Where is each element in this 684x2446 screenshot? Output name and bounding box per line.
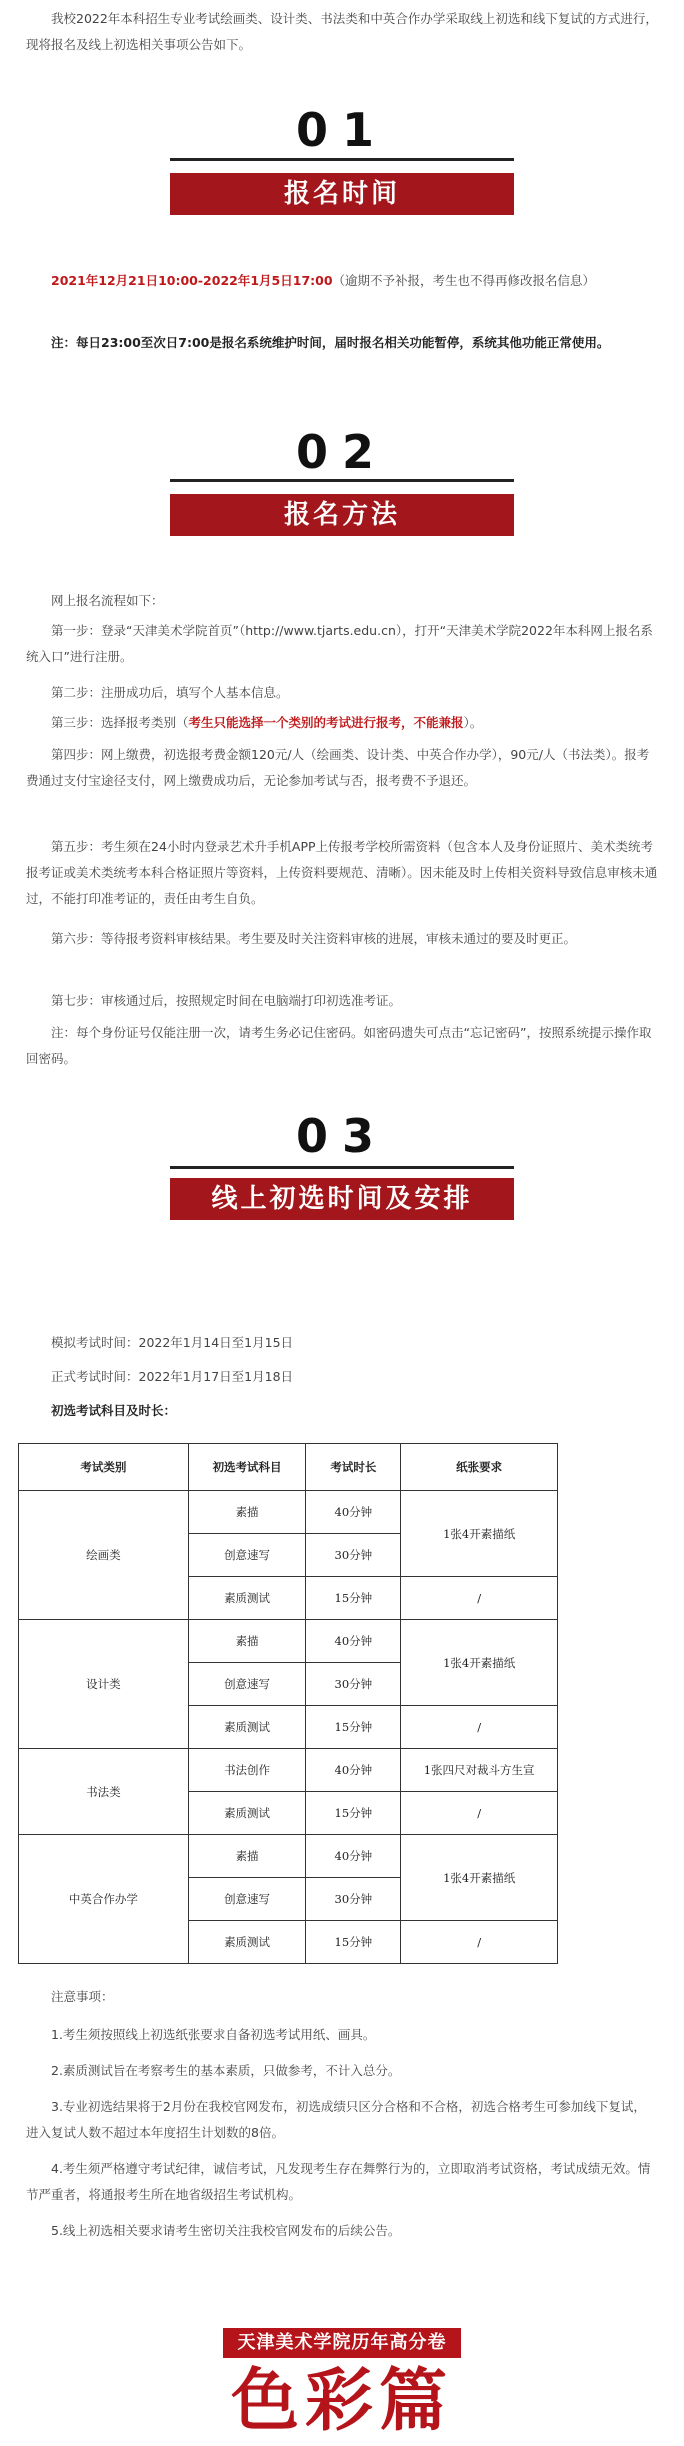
paper-cell: 1张4开素描纸 <box>401 1835 558 1921</box>
section-3-title: 线上初选时间及安排 <box>170 1178 514 1220</box>
step-5: 第五步：考生须在24小时内登录艺术升手机APP上传报考学校所需资料（包含本人及身份证照片、美术类统考报考证或美术类统考本科合格证照片等资料，上传资料要规范、清晰）。因未能及时上传相关资料导致信息审核未通过，不能打印准考证的，责任由考生自负。 <box>26 839 658 906</box>
intro-paragraph: 我校2022年本科招生专业考试绘画类、设计类、书法类和中英合作办学采取线上初选和线下复试的方式进行，现将报名及线上初选相关事项公告如下。 <box>26 11 658 52</box>
category-cell: 书法类 <box>19 1749 189 1835</box>
subject-cell: 书法创作 <box>188 1749 306 1792</box>
paper-cell: / <box>401 1921 558 1964</box>
duration-cell: 40分钟 <box>306 1491 401 1534</box>
subject-cell: 素描 <box>188 1620 306 1663</box>
note-item-5: 5.线上初选相关要求请考生密切关注我校官网发布的后续公告。 <box>51 2223 401 2238</box>
step-6: 第六步：等待报考资料审核结果。考生要及时关注资料审核的进展，审核未通过的要及时更正。 <box>51 931 577 946</box>
registration-time-note: （逾期不予补报，考生也不得再修改报名信息） <box>332 273 596 288</box>
table-row <box>19 1620 558 1663</box>
table-row <box>19 1491 558 1534</box>
subject-cell: 创意速写 <box>188 1534 306 1577</box>
table-header: 考试时长 <box>306 1444 401 1491</box>
duration-cell: 15分钟 <box>306 1577 401 1620</box>
paper-cell: 1张4开素描纸 <box>401 1491 558 1577</box>
step-7: 第七步：审核通过后，按照规定时间在电脑端打印初选准考证。 <box>51 993 402 1008</box>
subject-cell: 素质测试 <box>188 1706 306 1749</box>
step-2: 第二步：注册成功后，填写个人基本信息。 <box>51 685 289 700</box>
subject-cell: 创意速写 <box>188 1878 306 1921</box>
note-item-3: 3.专业初选结果将于2月份在我校官网发布，初选成绩只区分合格和不合格，初选合格考生可参加线下复试，进入复试人数不超过本年度招生计划数的8倍。 <box>26 2099 646 2140</box>
formal-exam-time: 正式考试时间：2022年1月17日至1月18日 <box>51 1369 294 1384</box>
paper-cell: / <box>401 1706 558 1749</box>
duration-cell: 40分钟 <box>306 1835 401 1878</box>
password-note: 注：每个身份证号仅能注册一次，请考生务必记住密码。如密码遗失可点击“忘记密码”，按照系统提示操作取回密码。 <box>26 1025 652 1066</box>
paper-cell: 1张四尺对裁斗方生宣 <box>401 1749 558 1792</box>
subjects-title: 初选考试科目及时长： <box>51 1403 177 1418</box>
section-2-divider <box>170 479 514 482</box>
registration-time-range: 2021年12月21日10:00-2022年1月5日17:00 <box>51 273 333 288</box>
maintenance-note: 注：每日23:00至次日7:00是报名系统维护时间，届时报名相关功能暂停，系统其他功能正常使用。 <box>51 335 610 350</box>
step-4: 第四步：网上缴费，初选报考费金额120元/人（绘画类、设计类、中英合作办学），90元/人（书法类）。报考费通过支付宝途径支付，网上缴费成功后，无论参加考试与否，报考费不予退还。 <box>26 747 650 788</box>
section-2-title: 报名方法 <box>170 494 514 536</box>
category-cell: 设计类 <box>19 1620 189 1749</box>
table-row <box>19 1835 558 1878</box>
step-3-end: ）。 <box>463 715 483 730</box>
table-row <box>19 1749 558 1792</box>
duration-cell: 15分钟 <box>306 1921 401 1964</box>
table-header: 考试类别 <box>19 1444 189 1491</box>
section-1-number: 01 <box>295 103 388 157</box>
step-3-warning: 考生只能选择一个类别的考试进行报考，不能兼报 <box>188 715 464 730</box>
section-2-number: 02 <box>295 425 388 479</box>
step-3-text: 第三步：选择报考类别（ <box>51 715 189 730</box>
mock-exam-time: 模拟考试时间：2022年1月14日至1月15日 <box>51 1335 294 1350</box>
notes-title: 注意事项： <box>51 1989 114 2004</box>
subject-cell: 素描 <box>188 1835 306 1878</box>
note-item-2: 2.素质测试旨在考察考生的基本素质，只做参考，不计入总分。 <box>51 2063 401 2078</box>
table-header: 纸张要求 <box>401 1444 558 1491</box>
duration-cell: 40分钟 <box>306 1749 401 1792</box>
duration-cell: 40分钟 <box>306 1620 401 1663</box>
duration-cell: 15分钟 <box>306 1706 401 1749</box>
note-item-4: 4.考生须严格遵守考试纪律，诚信考试，凡发现考生存在舞弊行为的，立即取消考试资格，考试成绩无效。情节严重者，将通报考生所在地省级招生考试机构。 <box>26 2161 651 2202</box>
category-cell: 中英合作办学 <box>19 1835 189 1964</box>
duration-cell: 30分钟 <box>306 1878 401 1921</box>
registration-time <box>26 268 658 294</box>
subject-cell: 素质测试 <box>188 1792 306 1835</box>
section-1-title: 报名时间 <box>170 173 514 215</box>
section-1-divider <box>170 158 514 161</box>
paper-cell: / <box>401 1577 558 1620</box>
footer-title[interactable]: 色彩篇 <box>230 2361 453 2441</box>
subject-cell: 创意速写 <box>188 1663 306 1706</box>
subject-cell: 素质测试 <box>188 1921 306 1964</box>
table-header-row <box>19 1444 558 1491</box>
subject-cell: 素质测试 <box>188 1577 306 1620</box>
subject-cell: 素描 <box>188 1491 306 1534</box>
step-3 <box>26 710 658 736</box>
duration-cell: 15分钟 <box>306 1792 401 1835</box>
paper-cell: / <box>401 1792 558 1835</box>
category-cell: 绘画类 <box>19 1491 189 1620</box>
section-3-divider <box>170 1166 514 1169</box>
paper-cell: 1张4开素描纸 <box>401 1620 558 1706</box>
footer-banner[interactable]: 天津美术学院历年高分卷 <box>223 2328 461 2358</box>
duration-cell: 30分钟 <box>306 1534 401 1577</box>
duration-cell: 30分钟 <box>306 1663 401 1706</box>
step-1: 第一步：登录“天津美术学院首页”（http://www.tjarts.edu.cn），打开“天津美术学院2022年本科网上报名系统入口”进行注册。 <box>26 623 653 664</box>
process-lead: 网上报名流程如下： <box>51 593 164 608</box>
table-header: 初选考试科目 <box>188 1444 306 1491</box>
note-item-1: 1.考生须按照线上初选纸张要求自备初选考试用纸、画具。 <box>51 2027 376 2042</box>
exam-schedule-table <box>18 1443 558 1964</box>
section-3-number: 03 <box>295 1109 388 1163</box>
